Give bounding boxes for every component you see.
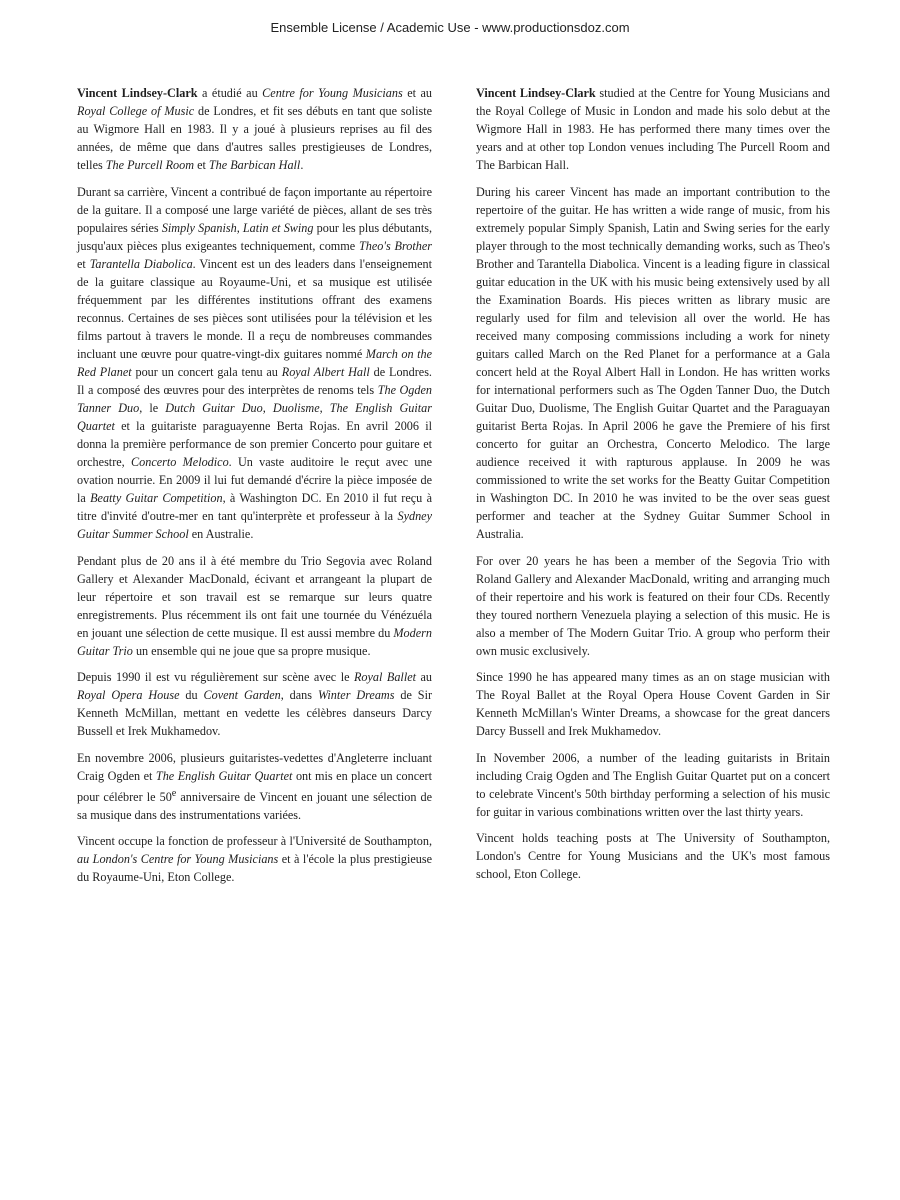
en-paragraph-2: During his career Vincent has made an important contribution to the repertoire of the guitar. He has written a wide range of music, from his extremely popular Simply Spanish, Latin and Swing series for the early player through to the most technically demanding works, such as Theo's Brother and Tarantella Diabolica. Vincent is a leading figure in classical guitar education in the UK with his music being extensively used by all the Examination Boards. His pieces written as library music are regularly used for film and television all over the world. He has received many composing commissions including a work for ninety guitars called March on the Red Planet for a performance at a Gala concert held at the Royal Albert Hall in London. He has written works for international performers such as The Ogden Tanner Duo, the Dutch Guitar Duo, Duolisme, The English Guitar Quartet and the Paraguayan guitarist Berta Rojas. In April 2006 he gave the Premiere of his first concerto for guitar an Orchestra, Concerto Melodico. The large audience received it with rapturous applause. In 2009 he was commissioned to write the set works for the Beatty Guitar Competition in Washington DC. In 2010 he was invited to be the over seas guest performer and teacher at the Sydney Guitar Summer School in Australia. bbox=[476, 184, 830, 542]
fr-paragraph-6: Vincent occupe la fonction de professeur à l'Université de Southampton, au London's Centre for Young Musicians et à l'école la plus prestigieuse du Royaume-Uni, Eton College. bbox=[77, 834, 432, 885]
english-column bbox=[476, 84, 830, 892]
en-paragraph-5: In November 2006, a number of the leading guitarists in Britain including Craig Ogden and The English Guitar Quartet put on a concert to celebrate Vincent's 50th birthday performing a selection of his music for guitar in various combinations written over the last thirty years. bbox=[476, 750, 830, 819]
en-paragraph-4: Since 1990 he has appeared many times as an on stage musician with The Royal Ballet at the Royal Opera House Covent Garden in Sir Kenneth McMillan's Winter Dreams, a showcase for the great dancers Darcy Bussell and Irek Mukhamedov. bbox=[476, 670, 830, 739]
license-header: Ensemble License / Academic Use - www.productionsdoz.com bbox=[270, 20, 630, 35]
fr-paragraph-3: Pendant plus de 20 ans il à été membre du Trio Segovia avec Roland Gallery et Alexander MacDonald, écivant et arrangeant la plupart de leur répertoire et son travail est se remarque sur leurs quatre enregistrements. Plus récemment ils ont fait une tournée du Vénézuéla en jouant une sélection de cette musique. Il est aussi membre du Modern Guitar Trio un ensemble qui ne joue que sa propre musique. bbox=[77, 553, 432, 658]
en-paragraph-3: For over 20 years he has been a member of the Segovia Trio with Roland Gallery and Alexander MacDonald, writing and arranging much of their repertoire and his work is featured on their four CDs. Recently they toured northern Venezuela playing a selection of this music. He is also a member of The Modern Guitar Trio. A group who perform their own music exclusively. bbox=[476, 553, 830, 658]
fr-name: Vincent Lindsey-Clark bbox=[77, 86, 198, 100]
en-paragraph-6: Vincent holds teaching posts at The University of Southampton, London's Centre for Young Musicians and the UK's most famous school, Eton College. bbox=[476, 831, 830, 882]
fr-paragraph-4: Depuis 1990 il est vu régulièrement sur scène avec le Royal Ballet au Royal Opera House du Covent Garden, dans Winter Dreams de Sir Kenneth McMillan, mettant en vedette les célèbres danseurs Darcy Bussell et Irek Mukhamedov. bbox=[77, 670, 433, 739]
en-name: Vincent Lindsey-Clark bbox=[476, 86, 596, 100]
fr-paragraph-2: Durant sa carrière, Vincent a contribué de façon importante au répertoire de la guitare. Il a composé une large variété de pièces, allant de ses très populaires séries Simply Spanish, Latin et Swing pour les plus débutants, jusqu'aux pièces plus exigeantes techniquement, comme Theo's Brother et Tarantella Diabolica. Vincent est un des leaders dans l'enseignement de la guitare classique au Royaume-Uni, et sa musique est utilisée fréquemment par les différentes institutions offrant des examens reconnus. Certaines de ses pièces sont utilisées pour la télévision et les films partout à travers le monde. Il a reçu de nombreuses commandes incluant une œuvre pour quatre-vingt-dix guitares nommé March on the Red Planet pour un concert gala tenu au Royal Albert Hall de Londres. Il a composé des œuvres pour des interprètes de renoms tels The Ogden Tanner Duo, le Dutch Guitar Duo, Duolisme, The English Guitar Quartet et la guitariste paraguayenne Berta Rojas. En avril 2006 il donna la première performance de son premier Concerto pour guitare et orchestre, Concerto Melodico. Un vaste auditoire le reçut avec une ovation nourrie. En 2009 il lui fut demandé d'écrire la pièce imposée de la Beatty Guitar Competition, à Washington DC. En 2010 il fut reçu à titre d'invité d'outre-mer en tant qu'interprète et professeur à la Sydney Guitar Summer School en Australie. bbox=[77, 184, 433, 542]
en-paragraph-1: Vincent Lindsey-Clark studied at the Centre for Young Musicians and the Royal College of Music in London and made his solo debut at the Wigmore Hall in 1983. He has performed there many times over the years and at other top London venues including The Purcell Room and The Barbican Hall. bbox=[476, 86, 830, 173]
fr-paragraph-5: En novembre 2006, plusieurs guitaristes-vedettes d'Angleterre incluant Craig Ogden et The English Guitar Quartet ont mis en place un concert pour célébrer le 50e anniversaire de Vincent en jouant une sélection de sa musique dans des instrumentations variées. bbox=[77, 750, 432, 823]
french-column bbox=[77, 84, 432, 895]
fr-paragraph-1: Vincent Lindsey-Clark a étudié au Centre for Young Musicians et au Royal College of Music de Londres, et fit ses débuts en tant que soliste au Wigmore Hall en 1983. Il y a joué à plusieurs reprises au fil des années, de même que dans d'autres salles prestigieuses de Londres, telles The Purcell Room et The Barbican Hall. bbox=[77, 86, 432, 173]
